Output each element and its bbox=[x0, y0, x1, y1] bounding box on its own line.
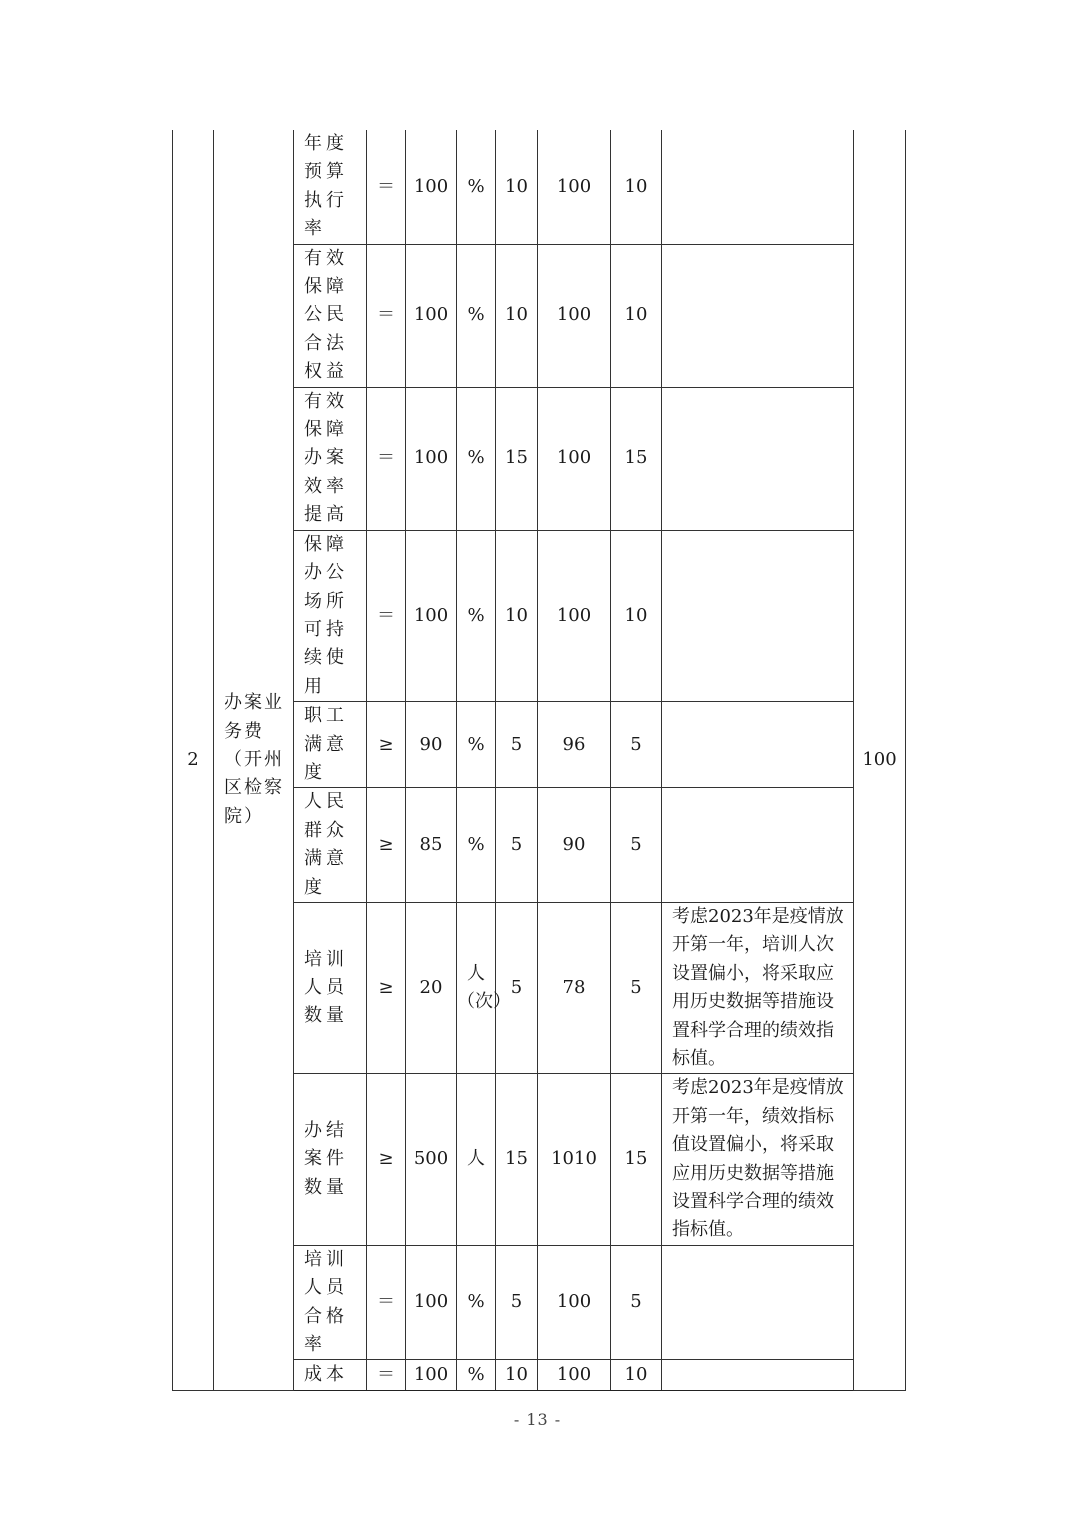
weight: 15 bbox=[496, 1074, 538, 1245]
actual-value: 100 bbox=[538, 1360, 611, 1391]
note bbox=[662, 788, 854, 903]
weight: 10 bbox=[496, 130, 538, 244]
target-value: 85 bbox=[406, 788, 457, 903]
indicator-name: 办结案件数量 bbox=[294, 1074, 367, 1245]
note bbox=[662, 387, 854, 530]
actual-value: 100 bbox=[538, 387, 611, 530]
indicator-name: 培训人员合格率 bbox=[294, 1245, 367, 1360]
weight: 5 bbox=[496, 1245, 538, 1360]
unit: 人 bbox=[457, 1074, 496, 1245]
target-value: 100 bbox=[406, 387, 457, 530]
unit: 人（次） bbox=[457, 902, 496, 1073]
actual-value: 100 bbox=[538, 244, 611, 387]
note bbox=[662, 244, 854, 387]
weight: 5 bbox=[496, 902, 538, 1073]
indicator-name: 培训人员数量 bbox=[294, 902, 367, 1073]
unit: % bbox=[457, 244, 496, 387]
weight: 5 bbox=[496, 702, 538, 788]
comparison-symbol: ＝ bbox=[367, 130, 406, 244]
table-row bbox=[173, 130, 906, 244]
comparison-symbol: ＝ bbox=[367, 1360, 406, 1391]
indicator-name: 有效保障公民合法权益 bbox=[294, 244, 367, 387]
unit: % bbox=[457, 788, 496, 903]
target-value: 100 bbox=[406, 1360, 457, 1391]
note: 考虑2023年是疫情放开第一年，绩效指标值设置偏小，将采取应用历史数据等措施设置科学合理的绩效指标值。 bbox=[662, 1074, 854, 1245]
indicator-name: 职工满意度 bbox=[294, 702, 367, 788]
comparison-symbol: ≥ bbox=[367, 902, 406, 1073]
indicator-name: 人民群众满意度 bbox=[294, 788, 367, 903]
weight: 15 bbox=[496, 387, 538, 530]
indicator-name: 保障办公场所可持续使用 bbox=[294, 530, 367, 701]
target-value: 90 bbox=[406, 702, 457, 788]
actual-value: 78 bbox=[538, 902, 611, 1073]
comparison-symbol: ≥ bbox=[367, 702, 406, 788]
target-value: 100 bbox=[406, 530, 457, 701]
score: 5 bbox=[611, 902, 662, 1073]
unit: % bbox=[457, 530, 496, 701]
actual-value: 90 bbox=[538, 788, 611, 903]
score: 5 bbox=[611, 1245, 662, 1360]
comparison-symbol: ＝ bbox=[367, 1245, 406, 1360]
target-value: 100 bbox=[406, 130, 457, 244]
weight: 10 bbox=[496, 244, 538, 387]
unit: % bbox=[457, 387, 496, 530]
score: 5 bbox=[611, 788, 662, 903]
actual-value: 100 bbox=[538, 530, 611, 701]
note bbox=[662, 1360, 854, 1391]
performance-table bbox=[172, 130, 906, 1391]
indicator-name: 年度预算执行率 bbox=[294, 130, 367, 244]
unit: % bbox=[457, 130, 496, 244]
actual-value: 96 bbox=[538, 702, 611, 788]
score: 15 bbox=[611, 1074, 662, 1245]
score: 15 bbox=[611, 387, 662, 530]
weight: 5 bbox=[496, 788, 538, 903]
indicator-name: 有效保障办案效率提高 bbox=[294, 387, 367, 530]
note bbox=[662, 530, 854, 701]
total-score-cell: 100 bbox=[854, 130, 906, 1391]
target-value: 100 bbox=[406, 1245, 457, 1360]
comparison-symbol: ＝ bbox=[367, 530, 406, 701]
note bbox=[662, 130, 854, 244]
weight: 10 bbox=[496, 1360, 538, 1391]
comparison-symbol: ＝ bbox=[367, 387, 406, 530]
unit: % bbox=[457, 1245, 496, 1360]
note bbox=[662, 702, 854, 788]
comparison-symbol: ＝ bbox=[367, 244, 406, 387]
index-cell: 2 bbox=[173, 130, 214, 1391]
page-number: - 13 - bbox=[513, 1410, 562, 1429]
actual-value: 100 bbox=[538, 1245, 611, 1360]
score: 10 bbox=[611, 244, 662, 387]
unit: % bbox=[457, 702, 496, 788]
project-name-cell: 办案业务费（开州区检察院） bbox=[214, 130, 294, 1391]
score: 10 bbox=[611, 1360, 662, 1391]
note: 考虑2023年是疫情放开第一年，培训人次设置偏小，将采取应用历史数据等措施设置科学合理的绩效指标值。 bbox=[662, 902, 854, 1073]
indicator-name: 成本 bbox=[294, 1360, 367, 1391]
comparison-symbol: ≥ bbox=[367, 1074, 406, 1245]
score: 10 bbox=[611, 130, 662, 244]
score: 5 bbox=[611, 702, 662, 788]
comparison-symbol: ≥ bbox=[367, 788, 406, 903]
score: 10 bbox=[611, 530, 662, 701]
target-value: 20 bbox=[406, 902, 457, 1073]
actual-value: 1010 bbox=[538, 1074, 611, 1245]
unit: % bbox=[457, 1360, 496, 1391]
weight: 10 bbox=[496, 530, 538, 701]
target-value: 500 bbox=[406, 1074, 457, 1245]
note bbox=[662, 1245, 854, 1360]
target-value: 100 bbox=[406, 244, 457, 387]
actual-value: 100 bbox=[538, 130, 611, 244]
